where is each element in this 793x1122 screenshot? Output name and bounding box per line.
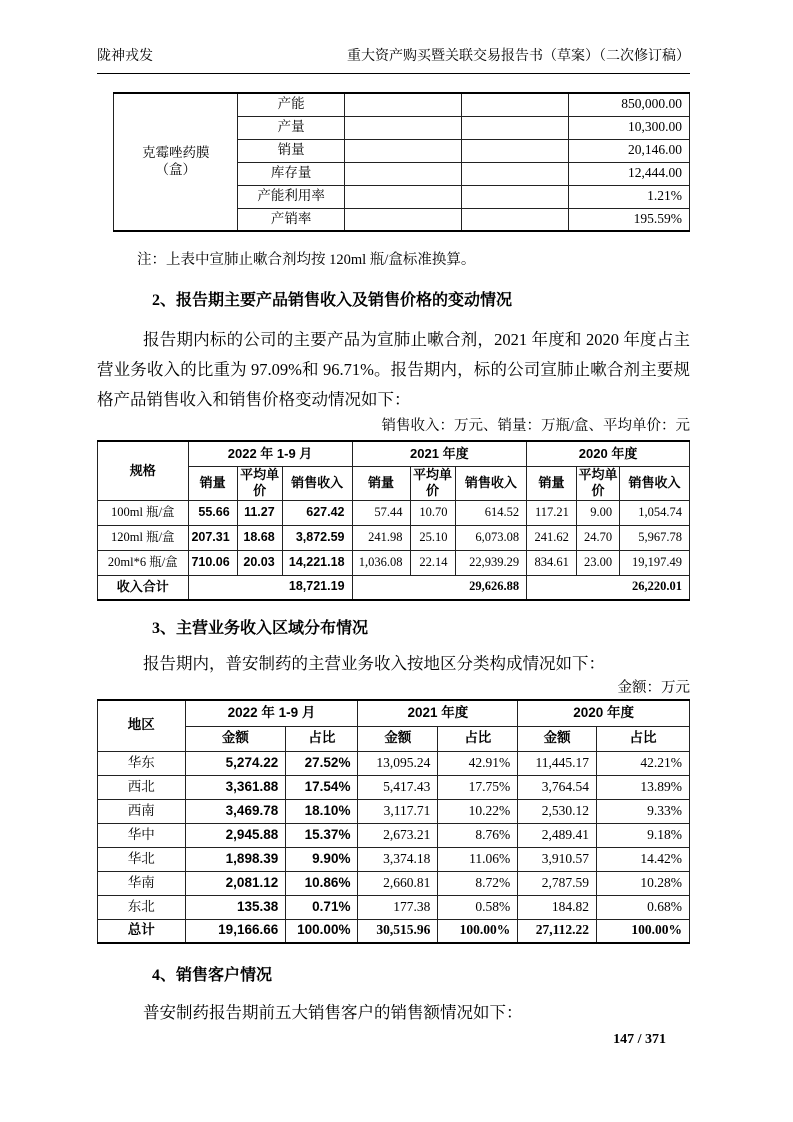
value-cell: 55.66	[188, 500, 237, 525]
value-cell: 27.52%	[286, 751, 358, 775]
total-row	[98, 575, 690, 600]
group-header-2022: 2022 年 1-9 月	[188, 441, 352, 466]
header-left-title: 陇神戎发	[97, 49, 153, 64]
total-label-cell: 总计	[98, 919, 186, 943]
value-cell: 0.68%	[597, 895, 690, 919]
table-row	[98, 751, 690, 775]
value-cell: 11,445.17	[518, 751, 597, 775]
header-right-title: 重大资产购买暨关联交易报告书（草案）（二次修订稿）	[347, 49, 690, 64]
value-cell: 10.28%	[597, 871, 690, 895]
spec-cell: 120ml 瓶/盒	[98, 525, 189, 550]
table-row	[98, 823, 690, 847]
spec-cell: 20ml*6 瓶/盒	[98, 550, 189, 575]
value-cell: 2,673.21	[358, 823, 438, 847]
metric-cell: 库存量	[238, 162, 345, 185]
col-header: 占比	[597, 726, 690, 751]
running-header	[97, 0, 690, 74]
col-header: 平均单价	[410, 466, 455, 500]
value-cell: 24.70	[576, 525, 619, 550]
value-cell: 5,417.43	[358, 775, 438, 799]
value-cell: 3,374.18	[358, 847, 438, 871]
metric-cell: 产能	[238, 93, 345, 116]
product-name-cell	[114, 93, 238, 231]
col-header: 销售收入	[620, 466, 690, 500]
section-2-paragraph: 报告期内标的公司的主要产品为宣肺止嗽合剂，2021 年度和 2020 年度占主营业务收入的比重为 97.09%和 96.71%。报告期内，标的公司宣肺止嗽合剂主要规格产品销售收入和销售价格变动情况如下：	[97, 330, 690, 409]
total-cell: 18,721.19	[188, 575, 352, 600]
product-name-line2: （盒）	[155, 162, 196, 177]
capacity-table	[113, 92, 690, 232]
region-cell: 西北	[98, 775, 186, 799]
empty-cell	[344, 162, 462, 185]
value-cell: 2,489.41	[518, 823, 597, 847]
value-cell: 1,054.74	[620, 500, 690, 525]
value-cell: 1.21%	[569, 185, 690, 208]
value-cell: 195.59%	[569, 208, 690, 231]
value-cell: 2,081.12	[185, 871, 286, 895]
value-cell: 20.03	[237, 550, 282, 575]
empty-cell	[462, 208, 569, 231]
product-name-line1: 克霉唑药膜	[141, 145, 210, 161]
empty-cell	[344, 116, 462, 139]
value-cell: 13,095.24	[358, 751, 438, 775]
value-cell: 2,530.12	[518, 799, 597, 823]
section-2-heading: 2、报告期主要产品销售收入及销售价格的变动情况	[152, 292, 513, 309]
value-cell: 6,073.08	[455, 525, 527, 550]
value-cell: 42.91%	[438, 751, 518, 775]
value-cell: 25.10	[410, 525, 455, 550]
table-row	[114, 93, 690, 116]
empty-cell	[344, 139, 462, 162]
empty-cell	[344, 93, 462, 116]
value-cell: 2,787.59	[518, 871, 597, 895]
value-cell: 5,967.78	[620, 525, 690, 550]
value-cell: 9.90%	[286, 847, 358, 871]
section-3-heading: 3、主营业务收入区域分布情况	[152, 620, 369, 637]
col-header: 销量	[352, 466, 410, 500]
value-cell: 241.62	[527, 525, 577, 550]
total-row	[98, 919, 690, 943]
value-cell: 10.70	[410, 500, 455, 525]
col-header: 销量	[527, 466, 577, 500]
value-cell: 3,469.78	[185, 799, 286, 823]
metric-cell: 销量	[238, 139, 345, 162]
value-cell: 0.58%	[438, 895, 518, 919]
units-note-region: 金额：万元	[617, 680, 690, 696]
spec-cell: 100ml 瓶/盒	[98, 500, 189, 525]
value-cell: 241.98	[352, 525, 410, 550]
value-cell: 710.06	[188, 550, 237, 575]
value-cell: 17.54%	[286, 775, 358, 799]
table-row	[98, 871, 690, 895]
value-cell: 18.68	[237, 525, 282, 550]
empty-cell	[462, 93, 569, 116]
total-cell: 100.00%	[286, 919, 358, 943]
empty-cell	[462, 139, 569, 162]
total-label-cell: 收入合计	[98, 575, 189, 600]
total-cell: 100.00%	[597, 919, 690, 943]
value-cell: 14.42%	[597, 847, 690, 871]
value-cell: 9.33%	[597, 799, 690, 823]
value-cell: 2,660.81	[358, 871, 438, 895]
value-cell: 9.18%	[597, 823, 690, 847]
sales-by-spec-table	[97, 440, 690, 601]
value-cell: 3,117.71	[358, 799, 438, 823]
total-cell: 29,626.88	[352, 575, 527, 600]
group-header-row	[98, 441, 690, 466]
empty-cell	[462, 185, 569, 208]
col-header: 金额	[358, 726, 438, 751]
value-cell: 15.37%	[286, 823, 358, 847]
total-cell: 27,112.22	[518, 919, 597, 943]
value-cell: 18.10%	[286, 799, 358, 823]
region-cell: 华南	[98, 871, 186, 895]
value-cell: 117.21	[527, 500, 577, 525]
value-cell: 5,274.22	[185, 751, 286, 775]
col-header: 销售收入	[282, 466, 352, 500]
section-3-paragraph: 报告期内，普安制药的主营业务收入按地区分类构成情况如下：	[143, 654, 605, 673]
region-table	[97, 699, 690, 944]
col-header: 销售收入	[455, 466, 527, 500]
col-header: 占比	[286, 726, 358, 751]
value-cell: 8.72%	[438, 871, 518, 895]
total-cell: 30,515.96	[358, 919, 438, 943]
col-header: 占比	[438, 726, 518, 751]
group-header-2020: 2020 年度	[518, 700, 690, 726]
col-header: 金额	[518, 726, 597, 751]
section-4-heading: 4、销售客户情况	[152, 967, 273, 984]
value-cell: 1,898.39	[185, 847, 286, 871]
table-row	[98, 847, 690, 871]
value-cell: 8.76%	[438, 823, 518, 847]
col-header: 平均单价	[576, 466, 619, 500]
value-cell: 10,300.00	[569, 116, 690, 139]
metric-cell: 产销率	[238, 208, 345, 231]
sub-header-row	[98, 726, 690, 751]
value-cell: 135.38	[185, 895, 286, 919]
table-row	[98, 525, 690, 550]
page-number: 147 / 371	[613, 1032, 666, 1047]
value-cell: 11.06%	[438, 847, 518, 871]
units-note-sales: 销售收入：万元、销量：万瓶/盒、平均单价：元	[381, 418, 690, 434]
value-cell: 1,036.08	[352, 550, 410, 575]
value-cell: 3,361.88	[185, 775, 286, 799]
value-cell: 17.75%	[438, 775, 518, 799]
section-4-paragraph: 普安制药报告期前五大销售客户的销售额情况如下：	[143, 1003, 523, 1022]
col-header: 金额	[185, 726, 286, 751]
value-cell: 627.42	[282, 500, 352, 525]
group-header-row	[98, 700, 690, 726]
value-cell: 207.31	[188, 525, 237, 550]
value-cell: 14,221.18	[282, 550, 352, 575]
value-cell: 9.00	[576, 500, 619, 525]
table-row	[98, 799, 690, 823]
total-cell: 100.00%	[438, 919, 518, 943]
spec-column-header: 规格	[98, 441, 189, 500]
empty-cell	[344, 185, 462, 208]
metric-cell: 产能利用率	[238, 185, 345, 208]
value-cell: 11.27	[237, 500, 282, 525]
value-cell: 57.44	[352, 500, 410, 525]
region-cell: 华东	[98, 751, 186, 775]
value-cell: 184.82	[518, 895, 597, 919]
value-cell: 3,764.54	[518, 775, 597, 799]
group-header-2021: 2021 年度	[358, 700, 518, 726]
value-cell: 850,000.00	[569, 93, 690, 116]
value-cell: 10.22%	[438, 799, 518, 823]
table-row	[98, 895, 690, 919]
region-column-header: 地区	[98, 700, 186, 751]
group-header-2020: 2020 年度	[527, 441, 690, 466]
col-header: 平均单价	[237, 466, 282, 500]
value-cell: 0.71%	[286, 895, 358, 919]
value-cell: 177.38	[358, 895, 438, 919]
empty-cell	[344, 208, 462, 231]
table-row	[98, 500, 690, 525]
value-cell: 3,910.57	[518, 847, 597, 871]
table-row	[98, 550, 690, 575]
value-cell: 20,146.00	[569, 139, 690, 162]
col-header: 销量	[188, 466, 237, 500]
group-header-2022: 2022 年 1-9 月	[185, 700, 358, 726]
total-cell: 26,220.01	[527, 575, 690, 600]
total-cell: 19,166.66	[185, 919, 286, 943]
region-cell: 东北	[98, 895, 186, 919]
value-cell: 13.89%	[597, 775, 690, 799]
value-cell: 22.14	[410, 550, 455, 575]
value-cell: 19,197.49	[620, 550, 690, 575]
value-cell: 23.00	[576, 550, 619, 575]
table-row	[98, 775, 690, 799]
empty-cell	[462, 116, 569, 139]
group-header-2021: 2021 年度	[352, 441, 527, 466]
value-cell: 22,939.29	[455, 550, 527, 575]
metric-cell: 产量	[238, 116, 345, 139]
value-cell: 12,444.00	[569, 162, 690, 185]
region-cell: 华中	[98, 823, 186, 847]
empty-cell	[462, 162, 569, 185]
region-cell: 西南	[98, 799, 186, 823]
value-cell: 834.61	[527, 550, 577, 575]
table-footnote: 注：上表中宣肺止嗽合剂均按 120ml 瓶/盒标准换算。	[137, 252, 476, 268]
value-cell: 42.21%	[597, 751, 690, 775]
value-cell: 10.86%	[286, 871, 358, 895]
region-cell: 华北	[98, 847, 186, 871]
value-cell: 3,872.59	[282, 525, 352, 550]
value-cell: 2,945.88	[185, 823, 286, 847]
value-cell: 614.52	[455, 500, 527, 525]
